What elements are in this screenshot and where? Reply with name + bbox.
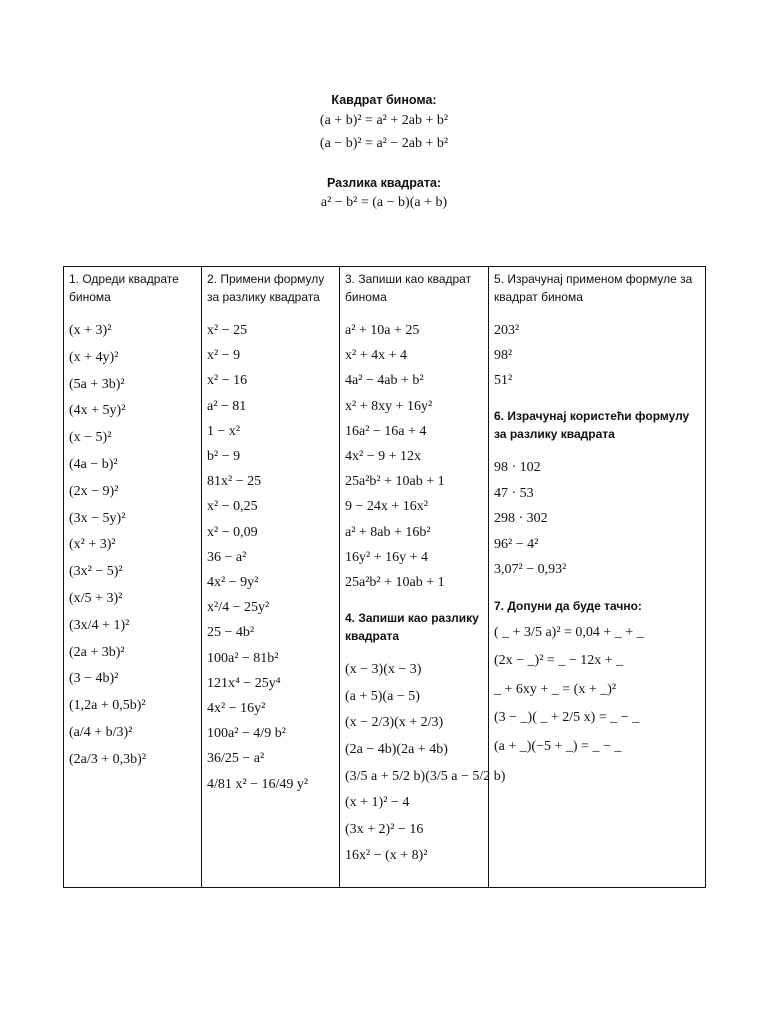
- list-item: x² − 0,25: [207, 499, 258, 515]
- list-item: 1 − x²: [207, 423, 241, 439]
- list-item: x² + 8xy + 16y²: [345, 398, 433, 414]
- list-item: (x + 3)²: [69, 323, 112, 338]
- list-item: 16x² − (x + 8)²: [345, 848, 428, 864]
- list-item: (2a − 4b)(2a + 4b): [345, 742, 448, 758]
- list-item: (3x² − 5)²: [69, 564, 123, 580]
- list-item: (3x − 5y)²: [69, 510, 126, 526]
- list-item: (2x − _)² = _ − 12x + _: [494, 653, 624, 668]
- list-item: (x − 5)²: [69, 430, 112, 446]
- task-1-heading: 1. Одреди квадрате бинома: [69, 272, 179, 304]
- binomial-formula-minus: (a − b)² = a² − 2ab + b²: [319, 136, 449, 151]
- list-item: 3,07² − 0,93²: [494, 562, 567, 577]
- list-item: (3/5 a + 5/2 b)(3/5 a − 5/2 b): [345, 768, 506, 784]
- binomial-formula-plus: (a + b)² = a² + 2ab + b²: [319, 113, 449, 128]
- list-item: _ + 6xy + _ = (x + _)²: [494, 681, 617, 697]
- list-item: 100a² − 81b²: [207, 650, 279, 666]
- list-item: 100a² − 4/9 b²: [207, 726, 286, 742]
- list-item: b² − 9: [207, 449, 241, 465]
- list-item: 9 − 24x + 16x²: [345, 499, 428, 515]
- list-item: (x − 2/3)(x + 2/3): [345, 715, 444, 731]
- list-item: (3x + 2)² − 16: [345, 821, 424, 837]
- list-item: 36/25 − a²: [207, 751, 265, 767]
- list-item: 4/81 x² − 16/49 y²: [207, 776, 309, 792]
- list-item: (4x + 5y)²: [69, 403, 126, 419]
- task-5-heading: 5. Израчунај применом формуле за квадрат бинома: [494, 272, 693, 304]
- task-1-list: [69, 318, 196, 774]
- list-item: (x/5 + 3)²: [69, 590, 123, 606]
- list-item: 4x² − 9y²: [207, 575, 259, 591]
- task-2-heading: 2. Примени формулу за разлику квадрата: [207, 272, 325, 304]
- list-item: (4a − b)²: [69, 456, 118, 472]
- task-3-list: [345, 318, 483, 595]
- list-item: x² + 4x + 4: [345, 348, 407, 364]
- list-item: 98 · 102: [494, 460, 541, 475]
- task-5-list: [494, 318, 700, 393]
- task-7-heading: 7. Допуни да буде тачно:: [494, 598, 642, 613]
- task-4-list: [345, 657, 506, 870]
- list-item: (a + _)(−5 + _) = _ − _: [494, 738, 622, 754]
- list-item: 16a² − 16a + 4: [345, 423, 427, 439]
- task-6-heading: 6. Израчунај користећи формулу за разлику квадрата: [494, 409, 690, 441]
- list-item: (x + 1)² − 4: [345, 795, 410, 811]
- list-item: 298 · 302: [494, 511, 548, 526]
- column-1: [64, 267, 202, 888]
- list-item: (x² + 3)²: [69, 537, 116, 553]
- task-6-list: [494, 455, 700, 583]
- list-item: (x + 4y)²: [69, 349, 119, 365]
- list-item: 203²: [494, 323, 520, 338]
- list-item: 16y² + 16y + 4: [345, 549, 428, 565]
- list-item: a² + 8ab + 16b²: [345, 524, 431, 540]
- list-item: 47 · 53: [494, 485, 534, 501]
- task-4-heading: 4. Запиши као разлику квадрата: [345, 611, 479, 644]
- list-item: 4a² − 4ab + b²: [345, 373, 424, 389]
- list-item: 36 − a²: [207, 549, 247, 565]
- list-item: (a/4 + b/3)²: [69, 724, 133, 740]
- list-item: x² − 16: [207, 373, 248, 389]
- list-item: x² − 0,09: [207, 524, 258, 540]
- list-item: (x − 3)(x − 3): [345, 662, 422, 678]
- list-item: 51²: [494, 373, 513, 388]
- list-item: 25 − 4b²: [207, 625, 255, 641]
- list-item: (2a + 3b)²: [69, 644, 125, 660]
- exercise-table: [63, 266, 706, 888]
- list-item: a² − 81: [207, 398, 247, 414]
- list-item: (a + 5)(a − 5): [345, 688, 420, 704]
- difference-of-squares-formula: a² − b² = (a − b)(a + b): [320, 195, 448, 210]
- list-item: a² + 10a + 25: [345, 323, 420, 338]
- list-item: 121x⁴ − 25y⁴: [207, 675, 281, 691]
- list-item: 81x² − 25: [207, 474, 262, 490]
- list-item: x² − 9: [207, 348, 241, 364]
- list-item: (3 − 4b)²: [69, 671, 119, 687]
- list-item: 98²: [494, 348, 513, 363]
- list-item: 25a²b² + 10ab + 1: [345, 575, 445, 591]
- list-item: (1,2a + 0,5b)²: [69, 698, 146, 714]
- list-item: x²/4 − 25y²: [207, 600, 270, 616]
- column-2: [202, 267, 340, 888]
- list-item: 96² − 4²: [494, 536, 539, 552]
- list-item: x² − 25: [207, 323, 248, 338]
- list-item: 4x² − 9 + 12x: [345, 449, 421, 465]
- column-4: [489, 267, 706, 888]
- list-item: (2a/3 + 0,3b)²: [69, 751, 147, 767]
- task-7-list: [494, 619, 700, 762]
- binomial-square-title: Кавдрат бинома:: [331, 93, 437, 107]
- list-item: (3 − _)( _ + 2/5 x) = _ − _: [494, 710, 640, 725]
- list-item: (5a + 3b)²: [69, 376, 125, 392]
- list-item: 4x² − 16y²: [207, 701, 266, 717]
- difference-of-squares-title: Разлика квадрата:: [326, 176, 442, 190]
- list-item: 25a²b² + 10ab + 1: [345, 474, 445, 490]
- list-item: (2x − 9)²: [69, 483, 119, 499]
- task-2-list: [207, 318, 334, 797]
- list-item: ( _ + 3/5 a)² = 0,04 + _ + _: [494, 624, 644, 640]
- list-item: (3x/4 + 1)²: [69, 617, 130, 633]
- task-3-heading: 3. Запиши као квадрат бинома: [345, 272, 472, 304]
